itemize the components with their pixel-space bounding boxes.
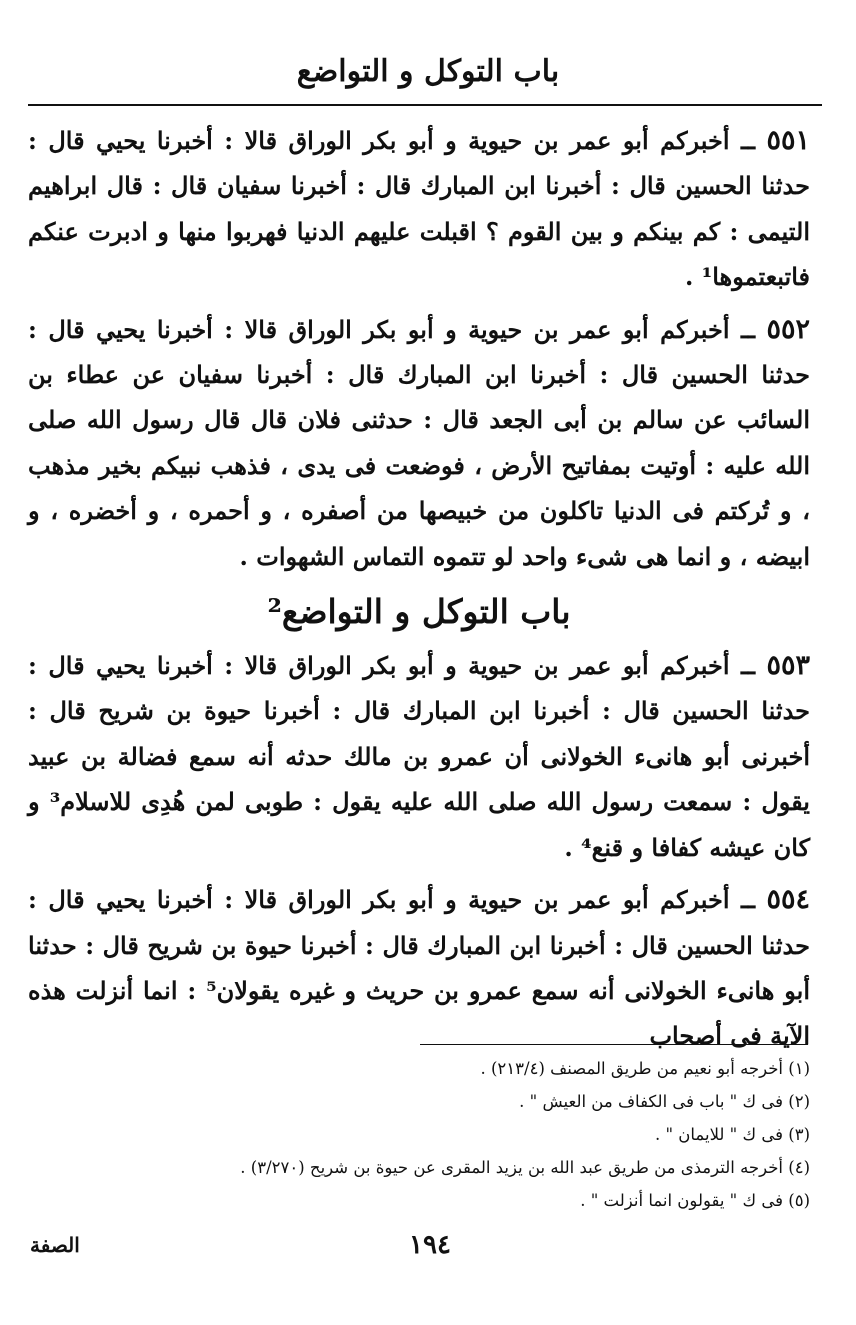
hadith-text: ــ أخبركم أبو عمر بن حيوية و أبو بكر الوراق قالا : أخبرنا يحيي قال : حدثنا الحسين قال : أخبرنا ابن المبارك قال : أخبرنا حيوة بن شريح قال : حدثنا أبو هانىء الخولانى أنه سمع عمرو بن حريث و غيره يقولان⁵ : انما أنزلت هذه الآية فى أصحاب [28,885,810,1051]
hadith-text: ــ أخبركم أبو عمر بن حيوية و أبو بكر الوراق قالا : أخبرنا يحيي قال : حدثنا الحسين قال : أخبرنا ابن المبارك قال : أخبرنا سفيان قال : قال ابراهيم التيمى : كم بينكم و بين القوم ؟ اقبلت عليهم الدنيا فهربوا منها و ادبرت عنكم فاتبعتموها¹ . [28,126,811,292]
page-number: ١٩٤ [409,1230,451,1260]
body-text [28,118,810,1066]
running-header: باب التوكل و التواضع [296,54,560,89]
footnote: (٣) فى ك " للايمان " . [654,1125,810,1144]
section-title: باب التوكل و التواضع² [267,592,571,632]
hadith-paragraph [28,118,810,300]
footnote: (٥) فى ك " يقولون انما أنزلت " . [580,1191,810,1210]
footnote-rule [420,1044,808,1045]
hadith-text: ــ أخبركم أبو عمر بن حيوية و أبو بكر الوراق قالا : أخبرنا يحيي قال : حدثنا الحسين قال : أخبرنا ابن المبارك قال : أخبرنا سفيان عن عطاء بن السائب عن سالم بن أبى الجعد قال : حدثنى فلان قال قال رسول الله صلى الله عليه : أوتيت بمفاتيح الأرض ، فوضعت فى يدى ، فذهب نبيكم بخير مذهب ، و تُركتم فى الدنيا تاكلون من خبيصها من أصفره ، و أحمره ، و أخضره ، و ابيضه ، و انما هى شىء واحد لو تتموه التماس الشهوات . [28,314,810,571]
hadith-number: ٥٥١ [766,125,810,156]
header-rule [28,104,822,106]
catchword: الصفة [30,1233,80,1257]
hadith-paragraph [28,877,810,1059]
hadith-text: ــ أخبركم أبو عمر بن حيوية و أبو بكر الوراق قالا : أخبرنا يحيي قال : حدثنا الحسين قال : أخبرنا ابن المبارك قال : أخبرنا حيوة بن شريح قال : أخبرنى أبو هانىء الخولانى أن عمرو بن مالك حدثه أنه سمع فضالة بن عبيد يقول : سمعت رسول الله صلى الله عليه يقول : طوبى لمن هُدِى للاسلام³ و كان عيشه كفافا و قنع⁴ . [28,651,810,862]
hadith-paragraph [28,643,810,870]
footnote: (١) أخرجه أبو نعيم من طريق المصنف (٢١٣/٤) . [480,1059,810,1078]
hadith-number: ٥٥٣ [766,650,810,682]
hadith-number: ٥٥٤ [766,884,810,916]
footnotes [210,1052,810,1217]
footnote: (٤) أخرجه الترمذى من طريق عبد الله بن يزيد المقرى عن حيوة بن شريح (٣/٢٧٠) . [240,1158,810,1177]
hadith-paragraph [28,307,810,579]
hadith-number: ٥٥٢ [766,313,810,345]
footnote: (٢) فى ك " باب فى الكفاف من العيش " . [519,1092,810,1111]
